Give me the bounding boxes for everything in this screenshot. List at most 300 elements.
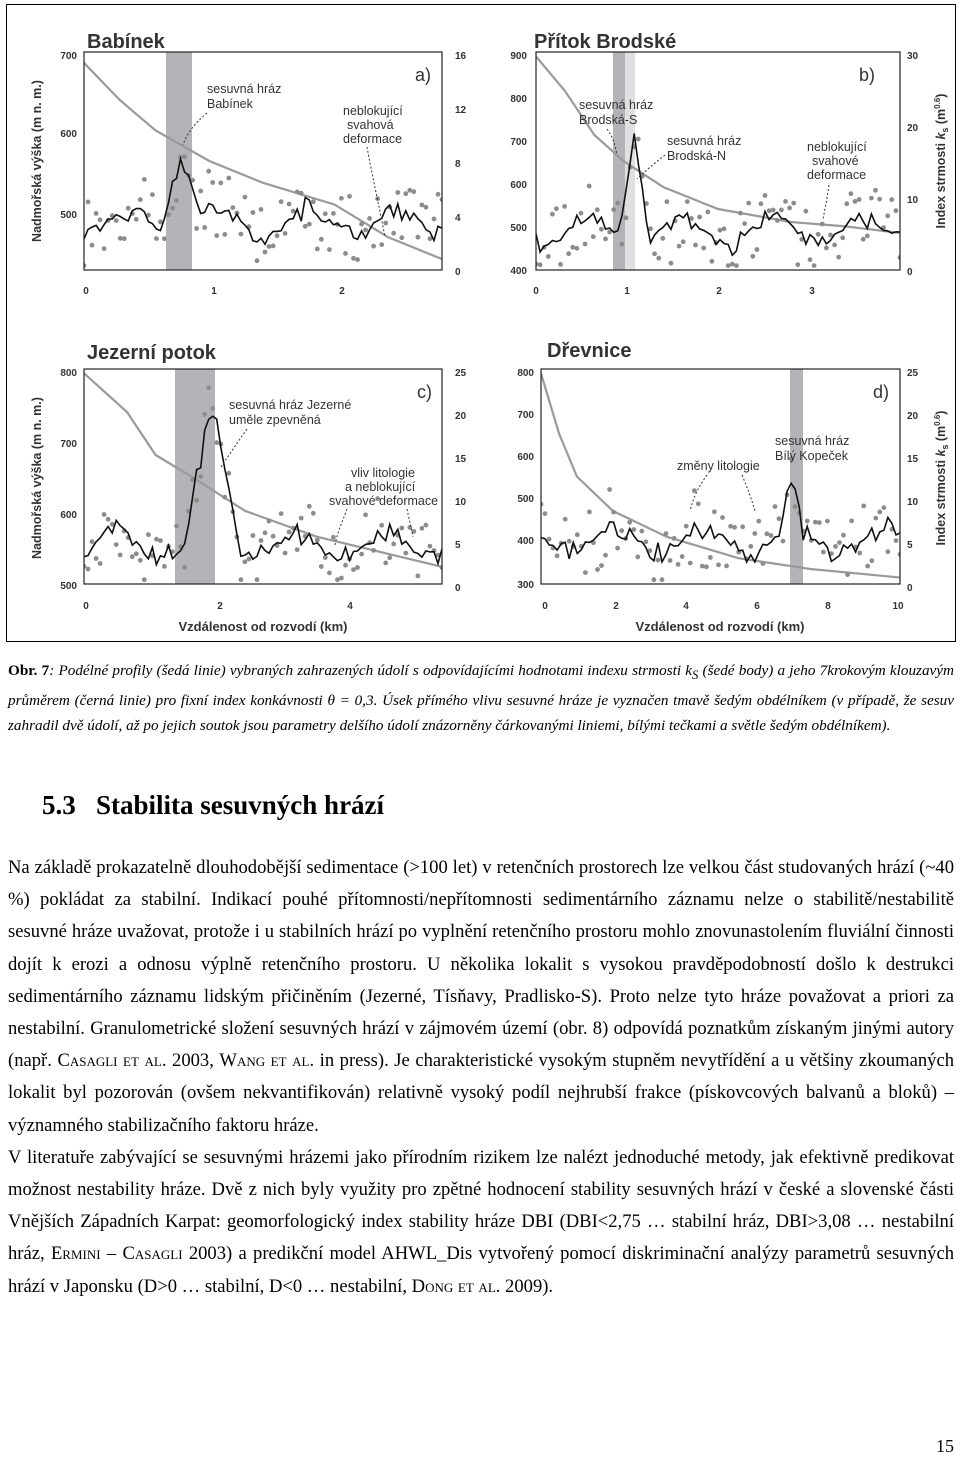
ks-data-point [436,192,441,197]
annotation-arrow [742,475,755,511]
right-tick: 10 [907,497,919,508]
ks-data-point [684,524,689,529]
y-axis-left-label: Nadmořská výška (m n. m.) [30,397,44,559]
ks-data-point [162,564,167,569]
ks-data-point [343,563,348,568]
ks-data-point [411,189,416,194]
x-tick: 6 [754,601,760,612]
ks-data-point [210,406,215,411]
annotation-label: Brodská-S [579,113,638,127]
ks-data-point [162,236,167,241]
x-tick: 1 [211,286,217,297]
x-tick: 4 [683,601,689,612]
ks-data-point [550,212,555,217]
ks-data-point [873,516,878,521]
ks-data-point [639,529,644,534]
ks-data-point [664,531,669,536]
ks-data-point [247,557,252,562]
x-tick: 2 [217,601,223,612]
ks-data-point [267,519,272,524]
ks-data-point [371,244,376,249]
ks-data-point [840,235,845,240]
ks-data-point [665,199,670,204]
ks-data-point [154,236,159,241]
right-tick: 20 [907,123,919,134]
ks-data-point [416,574,421,579]
ks-data-point [90,539,95,544]
panel-letter: d) [873,382,890,402]
ks-data-point [705,210,710,215]
left-tick: 800 [517,368,534,379]
ks-data-point [685,199,690,204]
ks-data-point [182,565,187,570]
y-axis-left-label: Nadmořská výška (m n. m.) [30,80,44,242]
ks-data-point [677,244,682,249]
right-tick: 10 [455,497,467,508]
ks-data-point [603,237,608,242]
ks-data-point [359,222,364,227]
caption-text: (šedé body) a jeho 7krokovým klouzavým průměrem (černá linie) pro fixní index konkávnosti θ = 0,3. Úsek přímého vlivu sesuvné hráze je vyznačen tmavě šedým obdélníkem (v případě, že sesuv zahradil dvě údolí, až po jejich soutok jsou parametry delšího údolí znázorněny čárkovanými liniemi, bílými tečkami a světle šedým obdélníkem). [8,662,955,735]
ks-data-point [399,526,404,531]
ks-data-point [708,555,713,560]
ks-data-point [769,533,774,538]
ks-data-point [793,504,798,509]
ks-data-point [877,197,882,202]
ks-data-point [652,251,657,256]
ks-data-point [759,201,764,206]
ks-data-point [558,262,563,267]
ks-data-point [894,208,899,213]
ks-data-point [327,247,332,252]
right-tick: 5 [907,540,913,551]
left-tick: 600 [510,180,527,191]
ks-data-point [832,243,837,248]
ks-data-point [255,258,260,263]
ks-data-point [210,180,215,185]
citation: Casagli et al. [57,1050,167,1072]
ks-data-point [538,262,543,267]
citation: Ermini – Casagli [50,1243,183,1265]
annotation-arrow [335,509,347,545]
ks-data-point [728,524,733,529]
ks-data-point [587,510,592,515]
ks-data-point [142,177,147,182]
ks-data-point [775,218,780,223]
right-tick: 20 [455,411,467,422]
x-tick: 2 [613,601,619,612]
ks-data-point [563,517,568,522]
ks-data-point [869,196,874,201]
ks-data-point [230,205,235,210]
ks-data-point [742,221,747,226]
ks-data-point [142,577,147,582]
ks-data-point [696,501,701,506]
ks-data-point [239,232,244,237]
ks-data-point [299,191,304,196]
ks-data-point [251,533,256,538]
panel-letter: a) [415,65,432,85]
ks-data-point [239,577,244,582]
section-title: Stabilita sesuvných hrází [96,790,385,820]
ks-data-point [263,530,268,535]
ks-data-point [652,577,657,582]
ks-data-point [583,570,588,575]
right-tick: 12 [455,105,467,116]
ks-data-point [283,231,288,236]
ks-data-point [837,540,842,545]
ks-data-point [836,255,841,260]
ks-data-point [624,215,629,220]
ks-data-point [339,196,344,201]
ks-data-point [271,244,276,249]
ks-data-point [299,516,304,521]
ks-data-point [631,527,636,532]
ks-data-point [783,199,788,204]
left-tick: 800 [60,368,77,379]
caption-label: Obr. 7 [8,662,50,679]
ks-data-point [355,257,360,262]
ks-data-point [379,523,384,528]
left-tick: 400 [510,266,527,277]
panel-title: Babínek [87,31,165,53]
panel-c [60,342,466,612]
ks-data-point [575,246,580,251]
ks-data-point [222,495,227,500]
right-tick: 30 [907,51,919,62]
ks-data-point [263,250,268,255]
citation: Dong et al. [411,1275,501,1297]
profiles-figure-svg [7,5,955,641]
ks-data-point [669,261,674,266]
annotation-label: sesuvná hráz [207,82,282,96]
ks-data-point [98,217,103,222]
ks-data-point [740,524,745,529]
ks-data-point [773,504,778,509]
figure-longitudinal-profiles [6,4,956,642]
ks-data-point [680,554,685,559]
ks-data-point [599,227,604,232]
ks-data-point [222,232,227,237]
ks-data-point [693,243,698,248]
ks-data-point [575,532,580,537]
ks-data-point [130,554,135,559]
ks-data-point [865,564,870,569]
ks-data-point [620,242,625,247]
right-tick: 15 [455,454,467,465]
ks-data-point [599,563,604,568]
ks-data-point [865,234,870,239]
ks-data-point [726,263,731,268]
x-tick: 0 [83,601,89,612]
x-tick: 2 [716,286,722,297]
ks-data-point [319,564,324,569]
ks-data-point [668,558,673,563]
ks-data-point [570,245,575,250]
ks-data-point [275,233,280,238]
ks-data-point [805,519,810,524]
ks-data-point [243,559,248,564]
ks-data-point [710,259,715,264]
ks-data-point [720,515,725,520]
panel-letter: c) [417,382,432,402]
ks-data-point [379,242,384,247]
section-number: 5.3 [42,790,76,820]
right-tick: 0 [455,267,461,278]
ks-data-point [198,189,203,194]
ks-data-point [198,474,203,479]
ks-data-point [428,544,433,549]
ks-data-point [126,206,131,211]
ks-data-point [849,518,854,523]
ks-data-point [138,558,143,563]
ks-data-point [882,505,887,510]
ks-data-point [886,549,891,554]
ks-data-point [323,211,328,216]
ks-data-point [825,519,830,524]
ks-data-point [861,504,866,509]
ks-data-point [777,516,782,521]
ks-data-point [853,199,858,204]
x-tick: 0 [542,601,548,612]
panel-b [510,31,918,297]
ks-data-point [746,201,751,206]
ks-data-point [546,254,551,259]
right-tick: 25 [907,368,919,379]
ks-data-point [391,231,396,236]
ks-data-point [722,226,727,231]
ks-data-point [279,511,284,516]
ks-data-point [716,562,721,567]
panel-d [517,340,918,612]
section-heading [42,790,384,821]
ks-data-point [343,251,348,256]
ks-data-point [315,247,320,252]
ks-data-point [579,211,584,216]
ks-data-point [636,137,641,142]
ks-data-point [118,553,123,558]
annotation-label: sesuvná hráz [579,98,654,112]
left-tick: 700 [60,51,77,62]
ks-data-point [166,212,171,217]
ks-data-point [704,564,709,569]
ks-data-point [170,206,175,211]
annotation-label: sesuvná hráz [775,434,850,448]
annotation-arrow [407,509,413,537]
x-tick: 4 [347,601,353,612]
ks-data-point [567,539,572,544]
annotation-label: Babínek [207,97,253,111]
ks-data-point [174,524,179,529]
ks-data-point [607,487,612,492]
ks-data-point [732,525,737,530]
ks-data-point [420,203,425,208]
ks-data-point [554,206,559,211]
ks-data-point [214,233,219,238]
ks-data-point [672,536,677,541]
annotation-label: svahové deformace [329,494,439,508]
ks-data-point [656,256,661,261]
annotation-label: vliv litologie [351,466,415,480]
body-text [8,852,954,1303]
ks-data-point [700,564,705,569]
annotation-label: a neblokující [345,480,416,494]
ks-data-point [424,205,429,210]
right-tick: 0 [907,583,913,594]
ks-data-point [339,576,344,581]
ks-data-point [885,213,890,218]
paragraph: V literatuře zabývající se sesuvnými hrázemi jako přírodním rizikem lze nalézt jednoduché metody, jak efektivně predikovat možnost nestability hráze. Dvě z nich byly využity pro zpětné hodnocení stability sesuvných hrází v české a slovenské části Vnějších Západních Karpat: geomorfologický index stability hráze DBI (DBI<2,75 … stabilní hráz, DBI>3,08 … nestabilní hráz, Ermini – Casagli 2003) a predikční model AHWL_Dis vytvořený pomocí diskriminační analýzy parametrů sesuvných hrází v Japonsku (D>0 … stabilní, D<0 … nestabilní, Dong et al. 2009). [8,1146,955,1297]
ks-data-point [619,528,624,533]
annotation-label: neblokující [343,104,403,118]
panel-letter: b) [859,65,876,85]
ks-data-point [114,218,119,223]
ks-data-point [791,201,796,206]
ks-data-point [767,208,772,213]
ks-data-point [383,221,388,226]
ks-data-point [420,526,425,531]
x-tick: 3 [809,286,815,297]
ks-data-point [543,511,548,516]
ks-data-point [243,195,248,200]
ks-data-point [611,510,616,515]
ks-data-point [660,577,665,582]
ks-data-point [562,204,567,209]
x-tick: 2 [339,286,345,297]
ks-data-point [817,520,822,525]
ks-data-point [138,197,143,202]
ks-data-point [355,565,360,570]
ks-data-point [738,211,743,216]
right-tick: 0 [455,583,461,594]
ks-data-point [656,558,661,563]
annotation-label: deformace [343,132,403,146]
annotation-label: svahové [812,154,859,168]
x-tick: 0 [83,286,89,297]
ks-data-point [734,263,739,268]
ks-data-point [755,247,760,252]
x-axis-label: Vzdálenost od rozvodí (km) [635,619,805,634]
ks-data-point [287,530,292,535]
ks-data-point [587,184,592,189]
ks-data-point [331,211,336,216]
annotation-label: neblokující [807,140,867,154]
right-tick: 15 [907,454,919,465]
ks-data-point [591,234,596,239]
ks-data-point [748,544,753,549]
ks-data-point [771,208,776,213]
ks-data-point [202,412,207,417]
y-axis-right-label: Index strmosti $k_s$ $(m^{0.6})$ [933,93,950,229]
panel-a [60,31,466,297]
ks-data-point [347,194,352,199]
left-tick: 600 [60,129,77,140]
ks-data-point [359,552,364,557]
ks-data-point [824,246,829,251]
ks-data-point [701,246,706,251]
ks-data-point [718,228,723,233]
right-tick: 8 [455,159,461,170]
ks-data-point [816,232,821,237]
left-tick: 600 [517,452,534,463]
left-tick: 800 [510,94,527,105]
left-tick: 500 [510,223,527,234]
ks-data-point [371,548,376,553]
ks-data-point [635,555,640,560]
ks-data-point [416,235,421,240]
ks-data-point [174,198,179,203]
ks-data-point [327,571,332,576]
ks-data-point [547,537,552,542]
annotation-label: svahová [347,118,394,132]
plot-area-d [539,373,903,582]
ks-data-point [287,202,292,207]
left-tick: 700 [510,137,527,148]
citation: Wang et al. [219,1050,315,1072]
ks-data-point [182,154,187,159]
caption-text: : Podélné profily (šedá linie) vybraných zahrazených údolí s odpovídajícími hodnotami indexu strmosti k [49,662,692,679]
ks-data-point [763,193,768,198]
ks-data-point [403,551,408,556]
ks-data-point [307,222,312,227]
ks-data-point [86,200,91,205]
ks-data-point [779,208,784,213]
ks-data-point [279,199,284,204]
ks-data-point [688,561,693,566]
landslide-dam-zone [790,369,803,584]
annotation-label: Brodská-N [667,149,727,163]
ks-data-point [712,509,717,514]
annotation-label: sesuvná hráz Jezerné [229,398,352,412]
ks-data-point [206,385,211,390]
ks-data-point [894,538,899,543]
left-tick: 700 [517,410,534,421]
panel-title: Jezerní potok [87,342,216,364]
ks-data-point [750,254,755,259]
left-tick: 600 [60,510,77,521]
ks-data-point [869,558,874,563]
ks-data-point [644,539,649,544]
ks-data-point [90,243,95,248]
left-tick: 300 [517,580,534,591]
ks-data-point [595,207,600,212]
ks-data-point [319,237,324,242]
ks-data-point [102,512,107,517]
right-tick: 25 [455,368,467,379]
x-axis-label: Vzdálenost od rozvodí (km) [178,619,348,634]
ks-data-point [259,538,264,543]
left-tick: 500 [517,494,534,505]
left-tick: 700 [60,439,77,450]
ks-data-point [271,534,276,539]
annotation-label: uměle zpevněná [229,413,321,427]
ks-data-point [146,532,151,537]
ks-data-point [730,262,735,267]
right-tick: 0 [907,267,913,278]
ks-data-point [202,225,207,230]
ks-data-point [795,262,800,267]
ks-data-point [583,242,588,247]
left-tick: 900 [510,51,527,62]
ks-data-point [399,235,404,240]
right-tick: 16 [455,51,467,62]
ks-data-point [311,511,316,516]
ks-data-point [295,547,300,552]
ks-data-point [681,239,686,244]
ks-data-point [311,199,316,204]
right-tick: 4 [455,213,461,224]
ks-data-point [889,197,894,202]
ks-data-point [194,498,199,503]
